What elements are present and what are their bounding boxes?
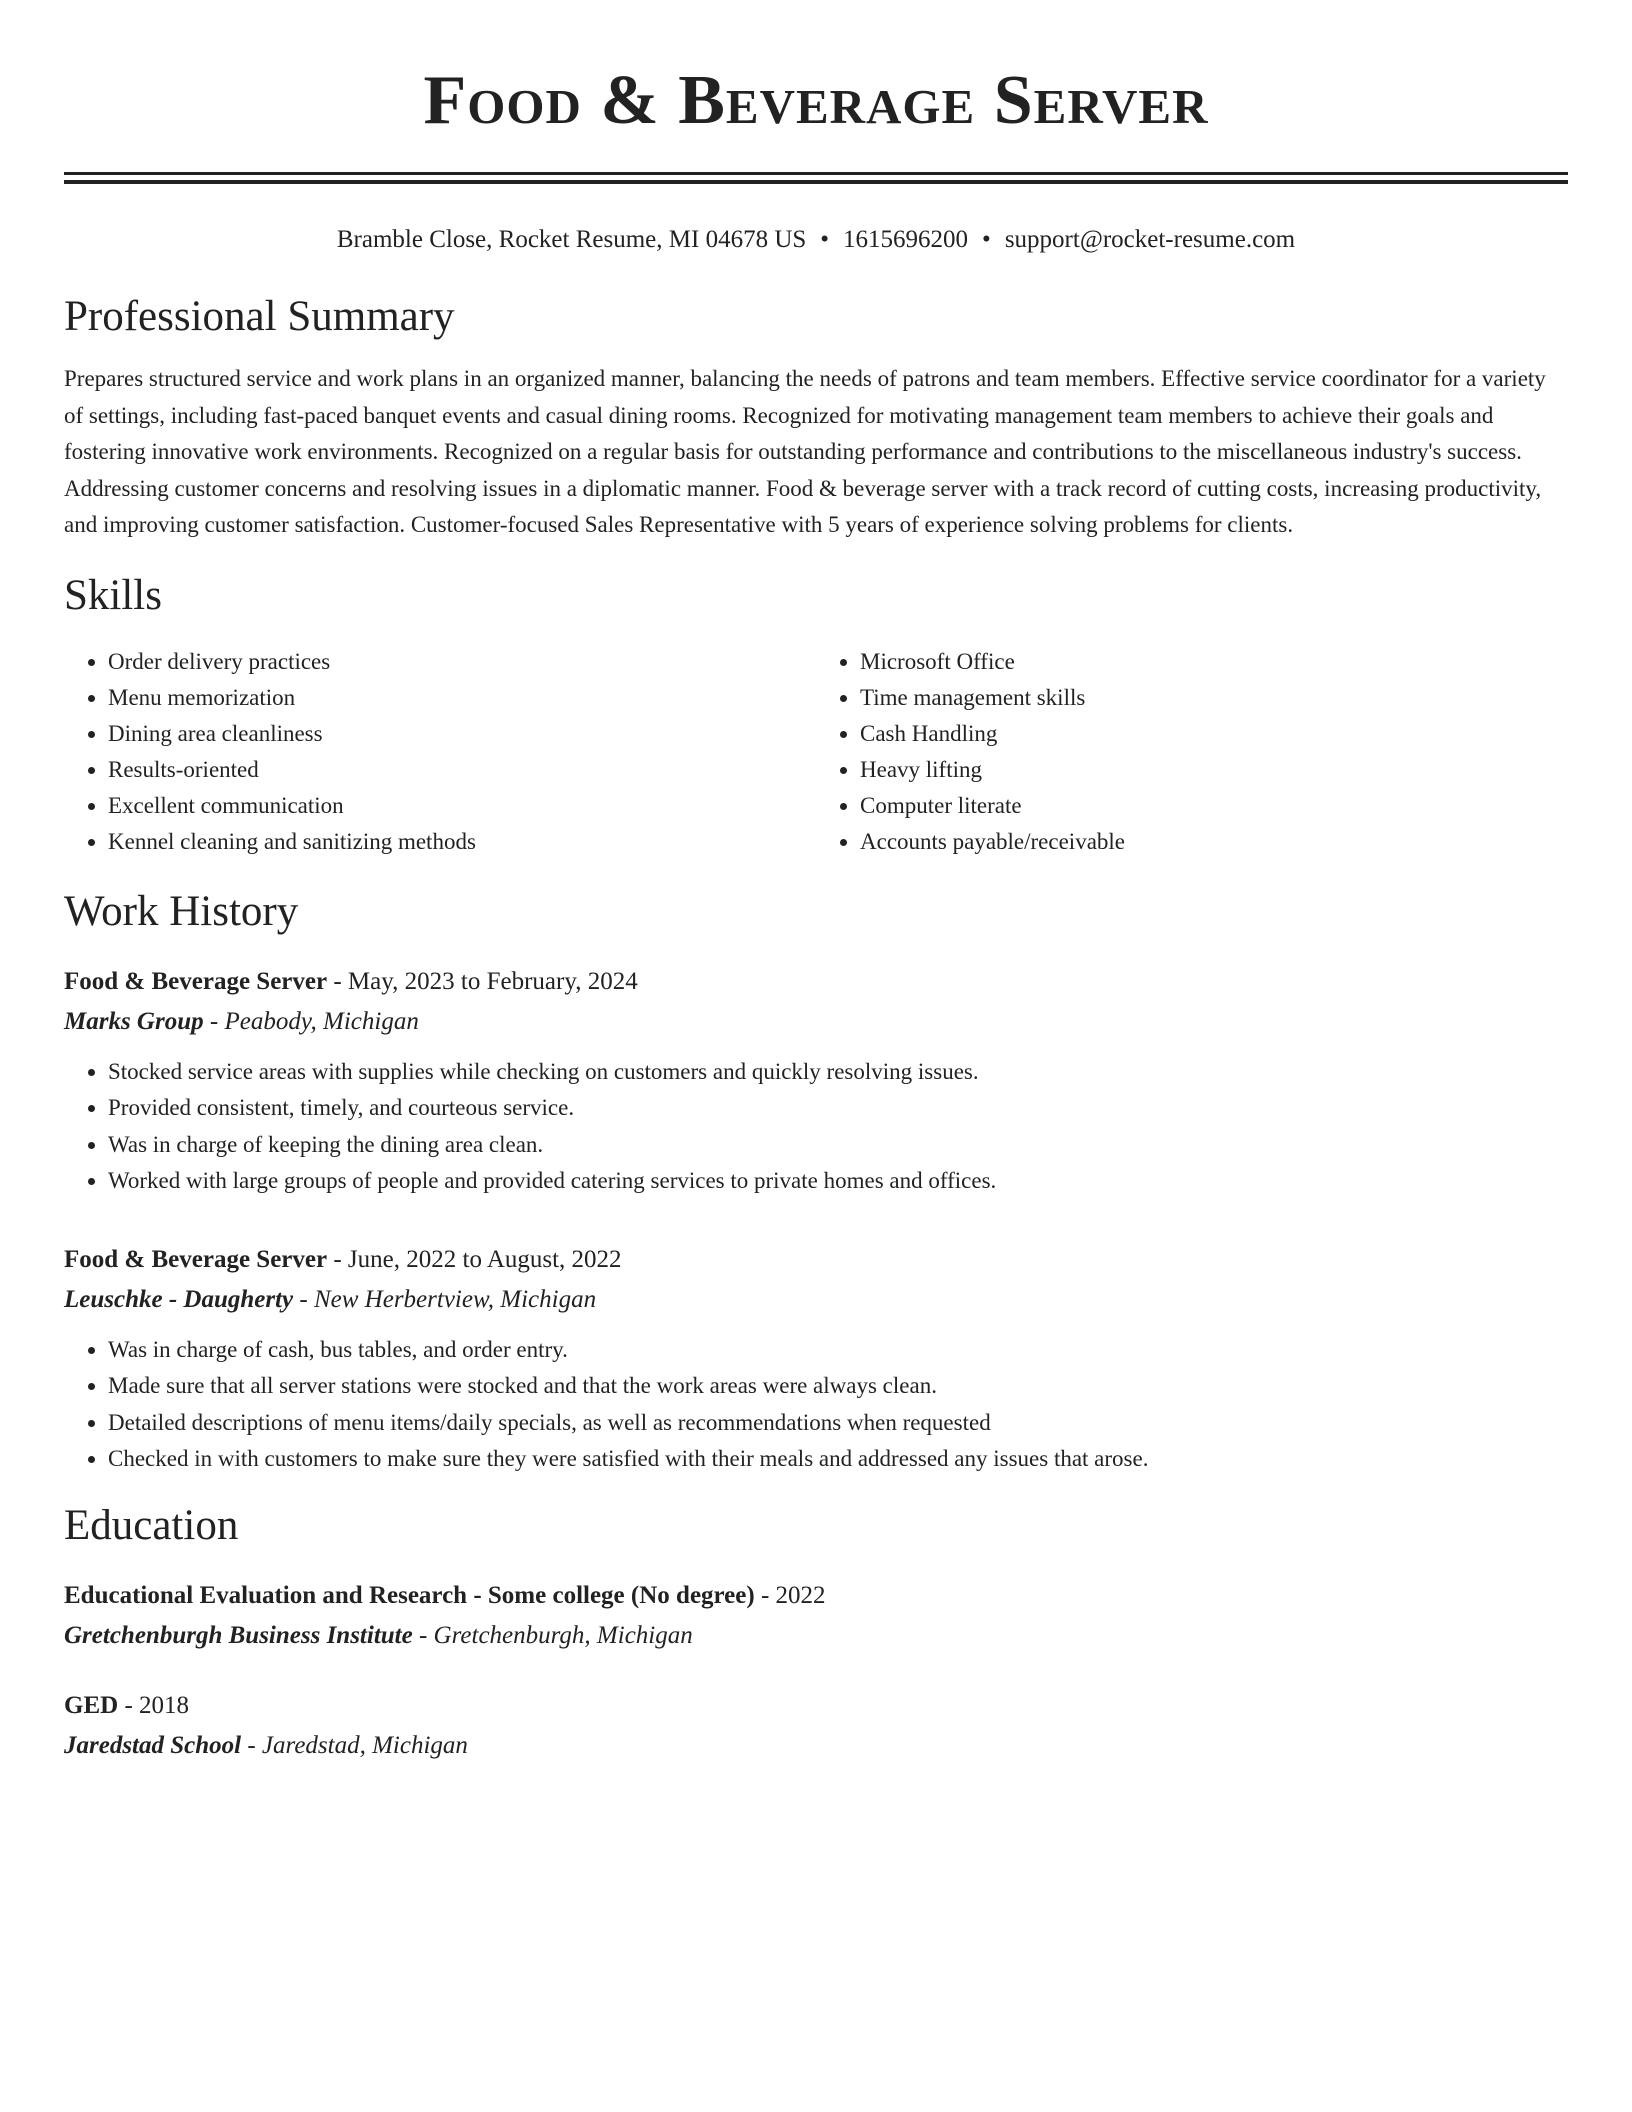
skill-item: • Cash Handling (860, 716, 1568, 752)
education-year: - 2022 (754, 1581, 826, 1609)
job-entry (64, 1240, 1568, 1478)
section-title-work-history: Work History (64, 887, 299, 935)
contact-separator: • (982, 226, 991, 253)
education-degree: GED (64, 1691, 119, 1719)
skills-list-left (64, 644, 816, 860)
education-school: Gretchenburgh Business Institute (64, 1621, 413, 1649)
education-degree: Educational Evaluation and Research - Some college (No degree) (64, 1581, 755, 1609)
job-entry (64, 962, 1568, 1200)
job-bullet: • Checked in with customers to make sure they were satisfied with their meals and addressed any issues that arose. (108, 1441, 1568, 1478)
job-company: Leuschke - Daugherty (64, 1285, 294, 1313)
job-bullet: • Provided consistent, timely, and courteous service. (108, 1090, 1568, 1127)
skills-list-right (816, 644, 1568, 860)
contact-line (64, 224, 1568, 256)
contact-email: support@rocket-resume.com (1004, 226, 1296, 253)
skill-item: • Kennel cleaning and sanitizing methods (108, 824, 816, 860)
contact-phone: 1615696200 (843, 226, 969, 253)
education-entry (64, 1686, 1568, 1766)
education-school: Jaredstad School (64, 1731, 242, 1759)
skills-columns (64, 644, 1568, 860)
skill-item: • Dining area cleanliness (108, 716, 816, 752)
skill-item: • Computer literate (860, 788, 1568, 824)
job-dates: - June, 2022 to August, 2022 (327, 1245, 622, 1273)
job-company-line (64, 1280, 1568, 1320)
skill-item: • Heavy lifting (860, 752, 1568, 788)
contact-separator: • (820, 226, 830, 253)
skill-item: • Order delivery practices (108, 644, 816, 680)
section-title-summary: Professional Summary (64, 293, 455, 340)
job-company: Marks Group (64, 1007, 204, 1035)
education-year: - 2018 (118, 1691, 190, 1719)
job-bullets (64, 1332, 1568, 1478)
education-header (64, 1686, 1568, 1726)
job-header (64, 1240, 1568, 1280)
skill-item: • Microsoft Office (860, 644, 1568, 680)
job-dates: - May, 2023 to February, 2024 (327, 967, 638, 995)
skill-item: • Time management skills (860, 680, 1568, 716)
job-bullet: • Was in charge of cash, bus tables, and order entry. (108, 1332, 1568, 1369)
skill-item: • Excellent communication (108, 788, 816, 824)
job-role: Food & Beverage Server (64, 1245, 328, 1273)
education-location: - Jaredstad, Michigan (241, 1731, 468, 1759)
job-bullet: • Made sure that all server stations were stocked and that the work areas were always clean. (108, 1368, 1568, 1405)
header-double-rule (64, 172, 1568, 184)
contact-address: Bramble Close, Rocket Resume, MI 04678 US (336, 226, 807, 253)
skill-item: • Accounts payable/receivable (860, 824, 1568, 860)
section-title-education: Education (64, 1501, 239, 1549)
education-header (64, 1576, 1568, 1616)
job-role: Food & Beverage Server (64, 967, 328, 995)
section-title-skills: Skills (64, 571, 162, 619)
job-bullet: • Was in charge of keeping the dining area clean. (108, 1127, 1568, 1164)
skill-item: • Menu memorization (108, 680, 816, 716)
education-location: - Gretchenburgh, Michigan (412, 1621, 693, 1649)
skill-item: • Results-oriented (108, 752, 816, 788)
summary-text: Prepares structured service and work plans in an organized manner, balancing the needs of patrons and team members. Effective service coordinator for a variety of settings, including fast-paced banquet events and casual dining rooms. Recognized for motivating management team members to achieve their goals and fostering innovative work environments. Recognized on a regular basis for outstanding performance and contributions to the miscellaneous industry's success. Addressing customer concerns and resolving issues in a diplomatic manner. Food & beverage server with a track record of cutting costs, increasing productivity, and improving customer satisfaction. Customer-focused Sales Representative with 5 years of experience solving problems for clients. (64, 366, 1546, 538)
job-header (64, 962, 1568, 1002)
job-bullets (64, 1054, 1568, 1200)
job-bullet: • Stocked service areas with supplies while checking on customers and quickly resolving issues. (108, 1054, 1568, 1091)
education-entry (64, 1576, 1568, 1656)
job-company-line (64, 1002, 1568, 1042)
resume-name: Food & Beverage Server (423, 62, 1209, 139)
job-location: - Peabody, Michigan (203, 1007, 419, 1035)
job-location: - New Herbertview, Michigan (293, 1285, 597, 1313)
education-school-line (64, 1616, 1568, 1656)
job-bullet: • Detailed descriptions of menu items/daily specials, as well as recommendations when requested (108, 1405, 1568, 1442)
education-school-line (64, 1726, 1568, 1766)
job-bullet: • Worked with large groups of people and provided catering services to private homes and offices. (108, 1163, 1568, 1200)
